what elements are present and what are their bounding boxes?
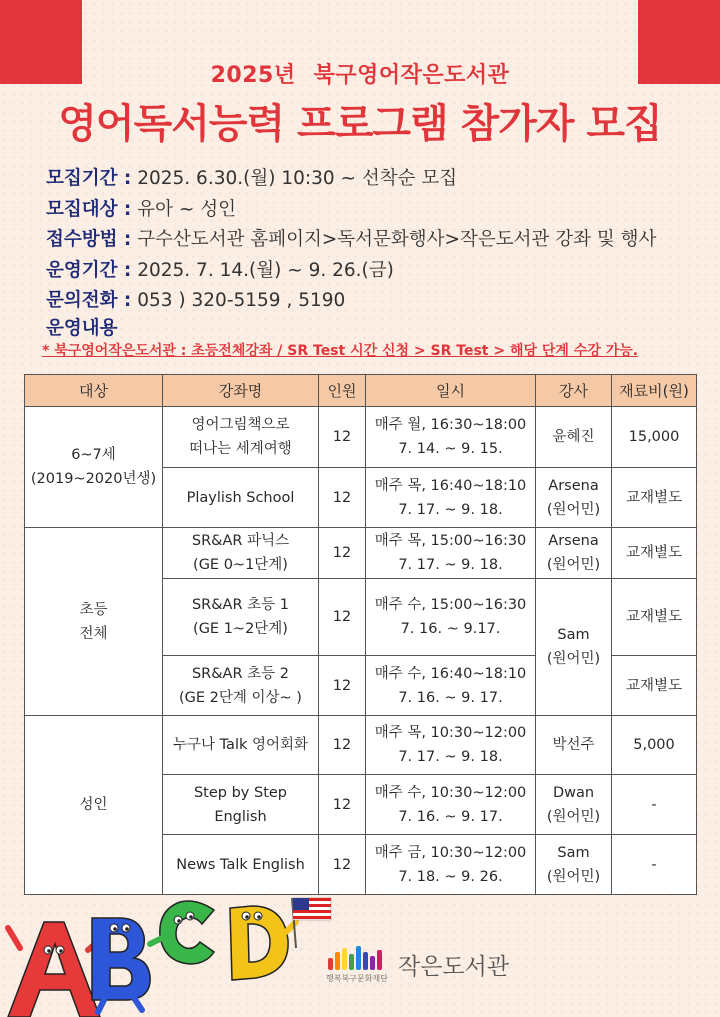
schedule-time: 매주 금, 10:30~12:00: [374, 844, 527, 861]
fee-cell: 5,000: [612, 716, 697, 775]
info-row-method: [46, 225, 686, 256]
teacher-cell: [536, 528, 612, 579]
fee-cell: 교재별도: [612, 579, 697, 656]
info-value: 구수산도서관 홈페이지>독서문화행사>작은도서관 강좌 및 행사: [137, 229, 657, 250]
fee-cell: 교재별도: [612, 528, 697, 579]
course-name: [163, 579, 319, 656]
schedule-date: 7. 16. ~ 9.17.: [400, 621, 501, 637]
group-label: 초등: [79, 601, 108, 618]
schedule-date: 7. 16. ~ 9. 17.: [398, 689, 503, 706]
course-name-line: English: [214, 808, 267, 825]
teacher-cell: [536, 579, 612, 716]
teacher-cell: [536, 835, 612, 895]
group-label: 성인: [79, 797, 108, 813]
fee-cell: 교재별도: [612, 656, 697, 716]
schedule-cell: [366, 716, 536, 775]
info-value: 2025. 6.30.(월) 10:30 ~ 선착순 모집: [137, 168, 458, 189]
course-name: [163, 775, 319, 835]
course-name: News Talk English: [163, 835, 319, 895]
course-name-line: SR&AR 파닉스: [191, 533, 290, 549]
schedule-cell: [366, 775, 536, 835]
letter-a-mascot: [8, 922, 102, 1017]
teacher-cell: [536, 775, 612, 835]
letter-b-mascot: [92, 918, 150, 1012]
info-label: 모집대상 :: [46, 198, 132, 220]
course-name: [163, 407, 319, 468]
schedule-date: 7. 16. ~ 9. 17.: [398, 808, 503, 825]
course-name-line: Step by Step: [193, 784, 288, 801]
course-name-line: 영어그림책으로: [191, 417, 290, 433]
teacher-cell: 박선주: [536, 716, 612, 775]
table-row: [25, 528, 697, 579]
schedule-date: 7. 17. ~ 9. 18.: [398, 501, 503, 518]
info-label: 모집기간 :: [46, 168, 132, 189]
column-header: 대상: [25, 375, 163, 407]
course-name: Playlish School: [163, 468, 319, 528]
table-row: [25, 407, 697, 468]
schedule-time: 매주 수, 10:30~12:00: [374, 784, 527, 801]
capacity-cell: 12: [319, 716, 366, 775]
teacher-name: Sam: [557, 844, 590, 861]
schedule-time: 매주 월, 16:30~18:00: [374, 417, 527, 433]
info-label: 운영기간 :: [46, 259, 132, 281]
capacity-cell: 12: [319, 775, 366, 835]
teacher-note: (원어민): [546, 651, 601, 667]
capacity-cell: 12: [319, 579, 366, 656]
info-row-period: [46, 164, 686, 195]
teacher-name: Arsena: [548, 477, 599, 494]
column-header: 재료비(원): [612, 375, 697, 407]
table-row: [25, 716, 697, 775]
subtitle: [0, 58, 720, 89]
schedule-cell: [366, 468, 536, 528]
group-cell-adult: [25, 716, 163, 895]
schedule-time: 매주 수, 16:40~18:10: [374, 665, 527, 682]
group-cell-elementary: [25, 528, 163, 716]
teacher-name: Sam: [557, 627, 590, 643]
page-title: 영어독서능력 프로그램 참가자 모집: [58, 101, 662, 147]
info-row-phone: [46, 286, 686, 317]
info-label: 문의전화 :: [46, 290, 132, 311]
course-name: [163, 656, 319, 716]
column-header: 인원: [319, 375, 366, 407]
column-header: 강사: [536, 375, 612, 407]
teacher-cell: [536, 468, 612, 528]
library-logo: [326, 944, 510, 983]
schedule-time: 매주 목, 15:00~16:30: [374, 533, 527, 549]
org-name: 행복북구문화재단: [326, 974, 388, 983]
teacher-cell: 윤혜진: [536, 407, 612, 468]
teacher-name: Arsena: [548, 533, 599, 549]
schedule-cell: [366, 407, 536, 468]
library-logo-icon: [326, 944, 390, 972]
info-value: 유아 ~ 성인: [137, 198, 236, 220]
teacher-note: (원어민): [546, 557, 601, 573]
fee-cell: -: [612, 775, 697, 835]
course-name-line: (GE 0~1단계): [193, 557, 288, 573]
notice-text: * 북구영어작은도서관 : 초등전체강좌 / SR Test 시간 신청 > SR Test > 해당 단계 수강 가능.: [42, 342, 639, 359]
schedule-time: 매주 목, 10:30~12:00: [374, 725, 527, 741]
capacity-cell: 12: [319, 468, 366, 528]
capacity-cell: 12: [319, 407, 366, 468]
schedule-cell: [366, 835, 536, 895]
info-value: 2025. 7. 14.(월) ~ 9. 26.(금): [137, 259, 394, 281]
fee-cell: 15,000: [612, 407, 697, 468]
course-name: 누구나 Talk 영어회화: [163, 716, 319, 775]
content-label: 운영내용: [46, 317, 118, 339]
teacher-note: (원어민): [546, 501, 601, 518]
schedule-time: 매주 수, 15:00~16:30: [374, 597, 527, 613]
fee-cell: -: [612, 835, 697, 895]
course-name-line: (GE 1~2단계): [193, 621, 288, 637]
schedule-date: 7. 18. ~ 9. 26.: [398, 868, 503, 885]
abcd-character-mascots: [0, 888, 340, 1017]
course-name-line: SR&AR 초등 2: [191, 665, 290, 682]
capacity-cell: 12: [319, 835, 366, 895]
capacity-cell: 12: [319, 528, 366, 579]
info-row-operation: [46, 256, 686, 287]
subtitle-year: 2025년: [210, 63, 296, 88]
fee-cell: 교재별도: [612, 468, 697, 528]
letter-d-mascot: [230, 906, 296, 980]
teacher-name: Dwan: [552, 784, 595, 801]
schedule-date: 7. 17. ~ 9. 18.: [398, 557, 503, 573]
info-list: [42, 164, 686, 361]
group-label: 전체: [79, 625, 108, 642]
table-header-row: [25, 375, 697, 407]
schedule-date: 7. 14. ~ 9. 15.: [398, 441, 503, 457]
schedule-cell: [366, 528, 536, 579]
teacher-note: (원어민): [546, 808, 601, 825]
info-label: 접수방법 :: [46, 229, 132, 250]
letter-c-mascot: [150, 901, 214, 964]
info-row-target: [46, 195, 686, 226]
column-header: 강좌명: [163, 375, 319, 407]
course-name: [163, 528, 319, 579]
course-name-line: (GE 2단계 이상~ ): [179, 689, 302, 706]
group-cell-kids: [25, 407, 163, 528]
teacher-note: (원어민): [546, 868, 601, 885]
course-name-line: SR&AR 초등 1: [191, 597, 290, 613]
info-value: 053 ) 320-5159 , 5190: [137, 290, 346, 311]
group-label: 6~7세: [71, 447, 116, 463]
brand-name: 작은도서관: [398, 954, 510, 980]
course-name-line: 떠나는 세계여행: [189, 441, 292, 457]
column-header: 일시: [366, 375, 536, 407]
schedule-date: 7. 17. ~ 9. 18.: [398, 749, 503, 765]
capacity-cell: 12: [319, 656, 366, 716]
schedule-cell: [366, 579, 536, 656]
schedule-time: 매주 목, 16:40~18:10: [374, 477, 527, 494]
program-table: [24, 374, 697, 895]
subtitle-library: 북구영어작은도서관: [313, 63, 510, 88]
group-label: (2019~2020년생): [30, 471, 157, 487]
schedule-cell: [366, 656, 536, 716]
